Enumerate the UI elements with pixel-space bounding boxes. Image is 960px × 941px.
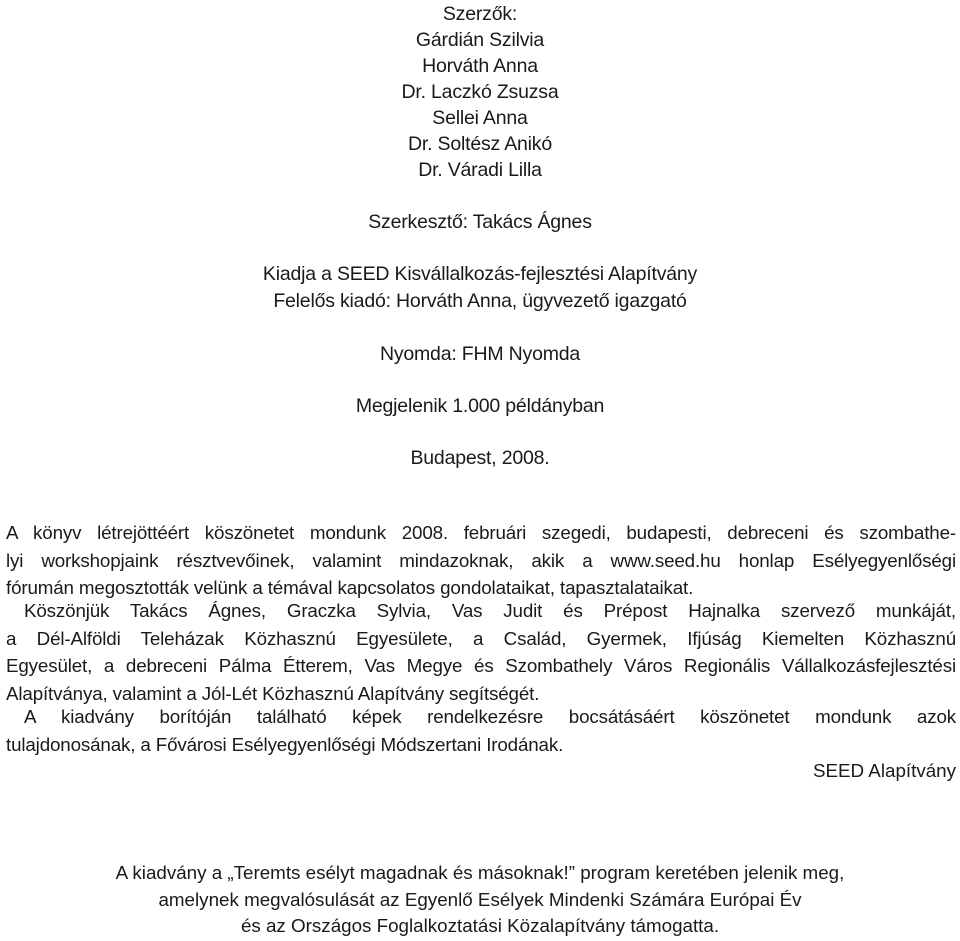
responsible-publisher-line: Felelős kiadó: Horváth Anna, ügyvezető igazgató <box>273 290 687 312</box>
publisher-line: Kiadja a SEED Kisvállalkozás-fejlesztési Alapítvány <box>262 263 698 285</box>
paragraph-line: Köszönjük Takács Ágnes, Graczka Sylvia, Vas Judit és Prépost Hajnalka szervező munkáját, <box>24 600 956 621</box>
copies-line: Megjelenik 1.000 példányban <box>355 395 605 417</box>
acknowledgement-paragraph-1 <box>6 519 956 602</box>
paragraph-line: A könyv létrejöttéért köszönetet mondunk 2008. februári szegedi, budapesti, debreceni és szombathe- <box>6 522 956 543</box>
author-name: Dr. Váradi Lilla <box>418 159 542 181</box>
footer-line-3: és az Országos Foglalkoztatási Közalapítvány támogatta. <box>240 915 720 936</box>
acknowledgement-paragraph-3 <box>6 703 956 758</box>
paragraph-line: Alapítványa, valamint a Jól-Lét Közhasznú Alapítvány segítségét. <box>6 682 540 704</box>
paragraph-line: tulajdonosának, a Fővárosi Esélyegyenlőségi Módszertani Irodának. <box>6 733 564 755</box>
author-name: Gárdián Szilvia <box>415 29 545 51</box>
author-name: Dr. Laczkó Zsuzsa <box>401 81 559 103</box>
place-date-line: Budapest, 2008. <box>410 447 550 469</box>
paragraph-line: A kiadvány borítóján található képek rendelkezésre bocsátásáért köszönetet mondunk azok <box>24 706 956 727</box>
author-name: Sellei Anna <box>432 107 528 129</box>
paragraph-line: a Dél-Alföldi Teleházak Közhasznú Egyesülete, a Család, Gyermek, Ifjúság Kiemelten Közhasznú <box>6 627 956 649</box>
authors-heading: Szerzők: <box>442 3 518 25</box>
printer-line: Nyomda: FHM Nyomda <box>379 343 581 365</box>
editor-line: Szerkesztő: Takács Ágnes <box>368 211 592 233</box>
footer-line-2: amelynek megvalósulását az Egyenlő Esélyek Mindenki Számára Európai Év <box>158 889 802 910</box>
footer-line-1: A kiadvány a „Teremts esélyt magadnak és másoknak!” program keretében jelenik meg, <box>115 862 845 883</box>
paragraph-line: fórumán megosztották velünk a témával kapcsolatos gondolataikat, tapasztalataikat. <box>6 577 694 599</box>
paragraph-line: lyi workshopjaink résztvevőinek, valamint mindazoknak, akik a www.seed.hu honlap Esélyegyenlőségi <box>6 549 956 571</box>
acknowledgement-paragraph-2 <box>6 597 956 707</box>
paragraph-line: Egyesület, a debreceni Pálma Étterem, Vas Megye és Szombathely Város Regionális Vállalkozásfejlesztési <box>6 655 956 677</box>
author-name: Horváth Anna <box>422 55 538 77</box>
signature: SEED Alapítvány <box>812 760 956 781</box>
author-name: Dr. Soltész Anikó <box>407 133 552 155</box>
